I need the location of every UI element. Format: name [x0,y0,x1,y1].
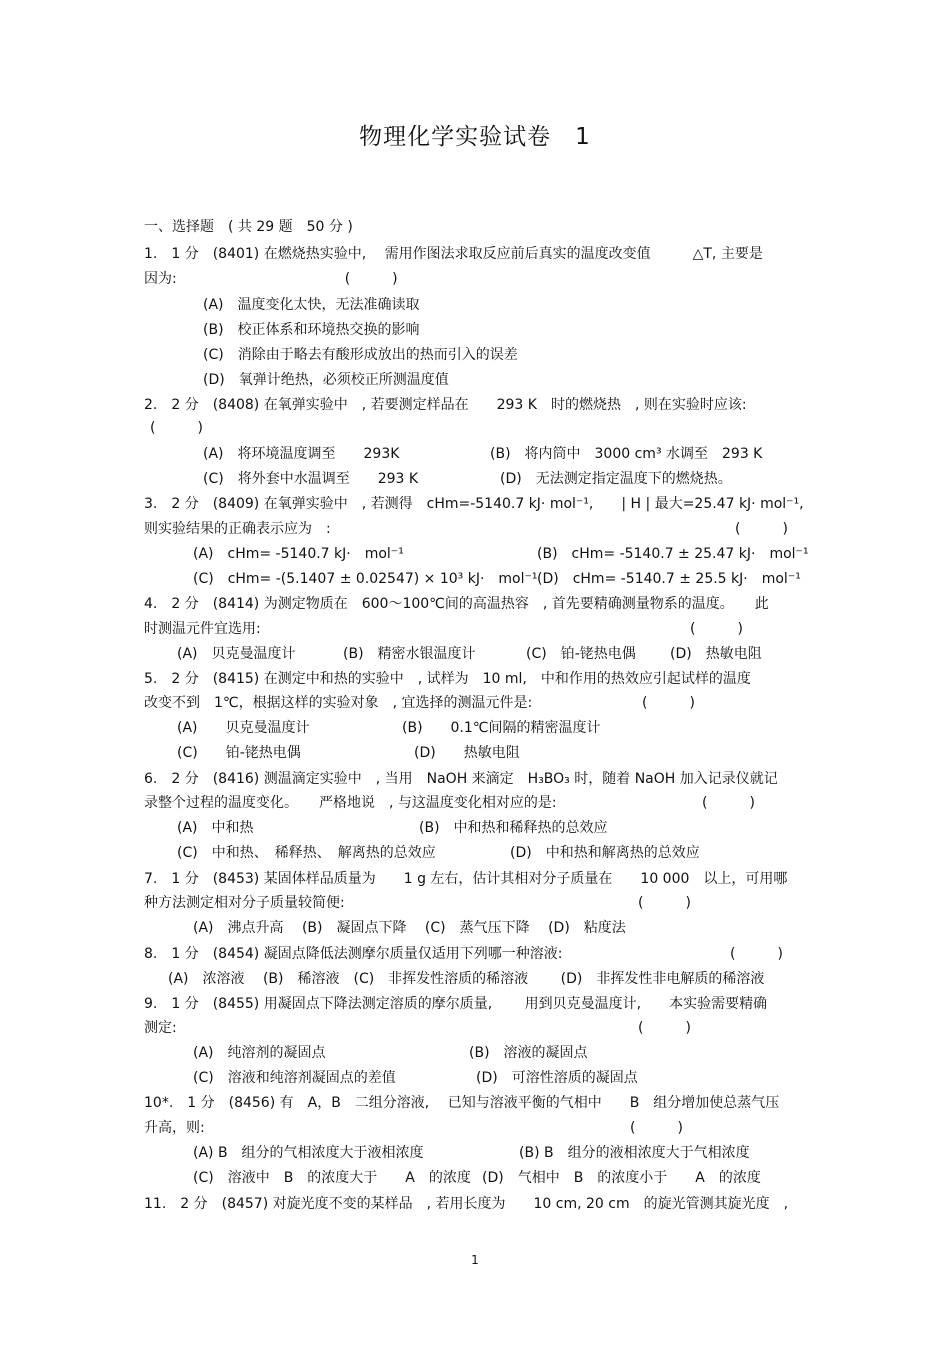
q6-option-a: (A) 中和热 [177,820,254,836]
question-3-bracket: ( ) [735,521,788,537]
q1-option-b: (B) 校正体系和环境热交换的影响 [203,322,420,338]
q9-option-c: (C) 溶液和纯溶剂凝固点的差值 [193,1070,396,1086]
question-7-cont: 种方法测定相对分子质量较简便: [144,895,345,911]
question-10-cont: 升高，则: [144,1120,205,1136]
question-11: 11. 2 分 (8457) 对旋光度不变的某样品 , 若用长度为 10 cm, 20 cm 的旋光管测其旋光度 , [144,1196,789,1212]
q5-option-d: (D) 热敏电阻 [414,745,520,761]
q4-option-d: (D) 热敏电阻 [670,646,762,662]
q10-option-a: (A) B 组分的气相浓度大于液相浓度 [193,1145,424,1161]
q1-option-a: (A) 温度变化太快，无法准确读取 [203,297,420,313]
page-title: 物理化学实验试卷 1 [359,124,591,150]
question-6-cont: 录整个过程的温度变化。 严格地说 , 与这温度变化相对应的是: [144,795,557,811]
q7-options: (A) 沸点升高 (B) 凝固点下降 (C) 蒸气压下降 (D) 粘度法 [193,920,626,936]
q9-option-a: (A) 纯溶剂的凝固点 [193,1045,326,1061]
question-8: 8. 1 分 (8454) 凝固点降低法测摩尔质量仅适用下列哪一种溶液: [144,946,563,962]
q10-option-c: (C) 溶液中 B 的浓度大于 A 的浓度 [193,1170,471,1186]
q3-option-a: (A) cHm= -5140.7 kJ· mol⁻¹ [193,546,404,562]
question-7: 7. 1 分 (8453) 某固体样品质量为 1 g 左右，估计其相对分子质量在 10 000 以上，可用哪 [144,871,788,887]
question-8-bracket: ( ) [730,946,783,962]
section-heading: 一、选择题 ( 共 29 题 50 分 ) [144,219,353,235]
q6-option-c: (C) 中和热、 稀释热、 解离热的总效应 [177,845,436,861]
q5-option-c: (C) 铂-铑热电偶 [177,745,301,761]
q4-option-c: (C) 铂-铑热电偶 [526,646,636,662]
question-4: 4. 2 分 (8414) 为测定物质在 600～100℃间的高温热容 , 首先要精确测量物系的温度。 此 [144,596,769,612]
question-7-bracket: ( ) [638,895,691,911]
q5-option-a: (A) 贝克曼温度计 [177,720,310,736]
q1-option-d: (D) 氧弹计绝热，必须校正所测温度值 [203,372,449,388]
question-9-cont: 测定: [144,1020,177,1036]
q2-option-c: (C) 将外套中水温调至 293 K [203,471,419,487]
question-5: 5. 2 分 (8415) 在测定中和热的实验中 , 试样为 10 ml, 中和作用的热效应引起试样的温度 [144,671,751,687]
question-1-cont: 因为: ( ) [144,271,398,287]
q8-options: (A) 浓溶液 (B) 稀溶液 (C) 非挥发性溶质的稀溶液 (D) 非挥发性非电解质的稀溶液 [168,971,765,987]
question-5-bracket: ( ) [642,695,695,711]
q2-option-d: (D) 无法测定指定温度下的燃烧热。 [500,471,732,487]
q3-option-d: (D) cHm= -5140.7 ± 25.5 kJ· mol⁻¹ [537,571,801,587]
question-10-bracket: ( ) [630,1120,683,1136]
question-3-cont: 则实验结果的正确表示应为 : [144,521,331,537]
q6-option-b: (B) 中和热和稀释热的总效应 [419,820,608,836]
q9-option-b: (B) 溶液的凝固点 [469,1045,588,1061]
question-10: 10*. 1 分 (8456) 有 A，B 二组分溶液, 已知与溶液平衡的气相中 B 组分增加使总蒸气压 [144,1095,780,1111]
question-4-cont: 时测温元件宜选用: [144,621,261,637]
question-1: 1. 1 分 (8401) 在燃烧热实验中, 需用作图法求取反应前后真实的温度改变值 △T, 主要是 [144,246,763,262]
question-6-bracket: ( ) [702,795,755,811]
q5-option-b: (B) 0.1℃间隔的精密温度计 [402,720,601,736]
question-9-bracket: ( ) [638,1020,691,1036]
q6-option-d: (D) 中和热和解离热的总效应 [510,845,700,861]
question-3: 3. 2 分 (8409) 在氧弹实验中 , 若测得 cHm=-5140.7 kJ· mol⁻¹, | H | 最大=25.47 kJ· mol⁻¹, [144,496,804,512]
question-6: 6. 2 分 (8416) 测温滴定实验中 , 当用 NaOH 来滴定 H₃BO₃ 时，随着 NaOH 加入记录仪就记 [144,771,778,787]
question-2: 2. 2 分 (8408) 在氧弹实验中 , 若要测定样品在 293 K 时的燃烧热 , 则在实验时应该: [144,397,747,413]
question-2-bracket: ( ) [150,420,203,436]
question-5-cont: 改变不到 1℃，根据这样的实验对象 , 宜选择的测温元件是: [144,695,533,711]
q2-option-b: (B) 将内筒中 3000 cm³ 水调至 293 K [490,446,763,462]
q10-option-b: (B) B 组分的液相浓度大于气相浓度 [519,1145,750,1161]
q4-option-a: (A) 贝克曼温度计 [177,646,296,662]
q3-option-c: (C) cHm= -(5.1407 ± 0.02547) × 10³ kJ· mol⁻¹ [193,571,538,587]
q3-option-b: (B) cHm= -5140.7 ± 25.47 kJ· mol⁻¹ [537,546,809,562]
q2-option-a: (A) 将环境温度调至 293K [203,446,400,462]
q9-option-d: (D) 可溶性溶质的凝固点 [476,1070,638,1086]
q4-option-b: (B) 精密水银温度计 [343,646,476,662]
page-number: 1 [471,1253,479,1267]
question-4-bracket: ( ) [690,621,743,637]
q10-option-d: (D) 气相中 B 的浓度小于 A 的浓度 [482,1170,761,1186]
question-9: 9. 1 分 (8455) 用凝固点下降法测定溶质的摩尔质量, 用到贝克曼温度计, 本实验需要精确 [144,996,768,1012]
q1-option-c: (C) 消除由于略去有酸形成放出的热而引入的误差 [203,347,518,363]
